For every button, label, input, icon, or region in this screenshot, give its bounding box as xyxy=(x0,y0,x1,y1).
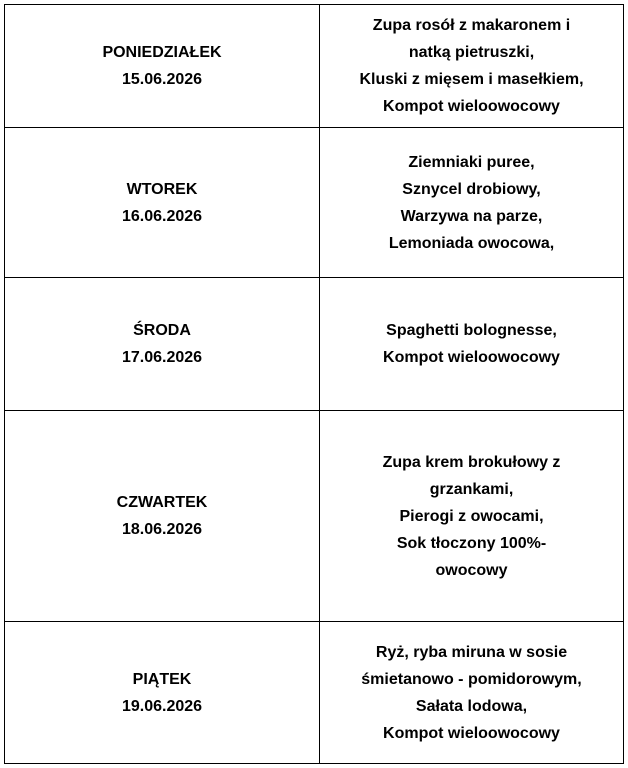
meal-line: Sznycel drobiowy, xyxy=(402,180,541,198)
day-date: 15.06.2026 xyxy=(121,71,203,88)
meal-line: Sok tłoczony 100%- xyxy=(396,534,547,552)
table-row xyxy=(5,622,624,764)
day-name: CZWARTEK xyxy=(116,494,208,511)
day-cell xyxy=(5,622,320,764)
meal-line: śmietanowo - pomidorowym, xyxy=(361,670,582,688)
meal-line: Kompot wieloowocowy xyxy=(383,349,560,366)
meal-line: Ryż, ryba miruna w sosie xyxy=(375,643,568,661)
table-row xyxy=(5,128,624,278)
day-cell xyxy=(5,5,320,128)
day-name: PIĄTEK xyxy=(132,670,192,688)
day-cell xyxy=(5,128,320,278)
day-date: 17.06.2026 xyxy=(121,349,203,366)
meal-cell xyxy=(320,278,624,411)
meal-cell xyxy=(320,5,624,128)
day-cell xyxy=(5,411,320,622)
meal-line: Lemoniada owocowa, xyxy=(388,234,555,252)
day-name: WTOREK xyxy=(126,180,198,198)
meal-line: grzankami, xyxy=(429,480,514,498)
day-name: ŚRODA xyxy=(133,322,191,339)
day-name: PONIEDZIAŁEK xyxy=(102,44,222,61)
meal-line: Spaghetti bolognesse, xyxy=(386,322,557,339)
meal-line: Sałata lodowa, xyxy=(415,697,528,715)
table-row xyxy=(5,5,624,128)
menu-table xyxy=(4,4,624,764)
meal-line: natką pietruszki, xyxy=(408,44,535,61)
meal-line: owocowy xyxy=(435,561,508,579)
meal-line: Kompot wieloowocowy xyxy=(383,98,560,115)
table-row xyxy=(5,411,624,622)
meal-cell xyxy=(320,411,624,622)
meal-line: Kompot wieloowocowy xyxy=(383,724,560,742)
meal-line: Ziemniaki puree, xyxy=(408,153,535,171)
meal-line: Kluski z mięsem i masełkiem, xyxy=(359,71,584,88)
day-date: 18.06.2026 xyxy=(121,521,203,538)
meal-line: Zupa krem brokułowy z xyxy=(382,453,561,471)
day-date: 16.06.2026 xyxy=(121,207,203,225)
meal-cell xyxy=(320,622,624,764)
day-cell xyxy=(5,278,320,411)
meal-line: Warzywa na parze, xyxy=(400,207,543,225)
day-date: 19.06.2026 xyxy=(121,697,203,715)
meal-cell xyxy=(320,128,624,278)
meal-line: Zupa rosół z makaronem i xyxy=(372,17,571,34)
meal-line: Pierogi z owocami, xyxy=(399,507,544,525)
table-row xyxy=(5,278,624,411)
